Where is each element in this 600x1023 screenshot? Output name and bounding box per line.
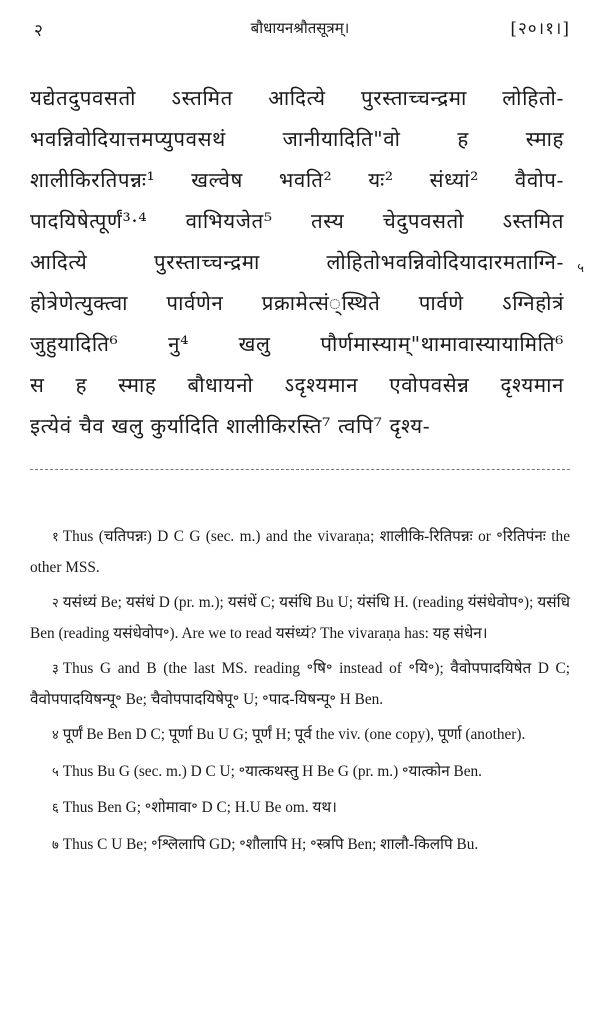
footnote [30, 793, 570, 824]
text-line: जुहुयादिति⁶ नु⁴ खलु पौर्णमास्याम्"थामावास्यायामिति⁶ [30, 332, 564, 356]
text-line: यद्येतदुपवसतो ऽस्तमित आदित्ये पुरस्ताच्चन्द्रमा लोहितो- [30, 86, 564, 110]
footnote [30, 720, 570, 751]
footnote-text: Thus G and B (the last MS. reading ॰षि॰ instead of ॰यि॰); वैवोपपादयिषेत D C; वैवोपपादयिषन्पू॰ Be; चैवोपपादयिषेपू॰ U; ॰पाद-यिषन्पू॰ H Ben. [30, 660, 570, 708]
text-line: होत्रेणेत्युक्त्वा पार्वणेन प्रक्रामेत्सं्स्थिते पार्वणे ऽग्निहोत्रं [30, 291, 564, 315]
footnote-separator [30, 469, 570, 470]
footnote-number: ६ [52, 801, 59, 816]
footnote [30, 830, 570, 861]
footnote-number: ५ [52, 764, 59, 780]
footnote-number: १ [52, 530, 59, 545]
text-line: शालीकिरतिपन्नः¹ खल्वेष भवति² यः² संध्यां² वैवोप- [30, 168, 564, 192]
text-line: आदित्ये पुरस्ताच्चन्द्रमा लोहितोभवन्निवोदियादारमताग्नि- [30, 250, 564, 274]
footnote-text: Thus (चतिपन्नः) D C G (sec. m.) and the vivaraṇa; शालीकि-रितिपन्नः or ॰रितिपंनः the other MSS. [30, 528, 570, 576]
footnote-number: ३ [52, 662, 59, 677]
sanskrit-text-block [30, 78, 584, 447]
footnote-text: Thus C U Be; ॰श्लिलापि GD; ॰शौलापि H; ॰स्त्रपि Ben; शालौ-किलपि Bu. [62, 835, 479, 853]
running-title: बौधायनश्रौतसूत्रम्। [250, 19, 350, 37]
footnote-text: पूर्णं Be Ben D C; पूर्णा Bu U G; पूर्णं H; पूर्व the viv. (one copy), पूर्णा (another). [62, 726, 526, 743]
text-line: पादयिषेत्पूर्णं³·⁴ वाभियजेत⁵ तस्य चेदुपवसतो ऽस्तमित [30, 209, 564, 233]
footnote [30, 522, 570, 582]
footnote [30, 588, 570, 648]
margin-section-mark: ५ [577, 261, 584, 276]
running-head [30, 14, 570, 54]
footnote [30, 757, 570, 788]
section-reference: [२०।१।] [510, 19, 570, 39]
footnote-text: Thus Ben G; ॰शोमावा॰ D C; H.U Be om. यथ। [62, 799, 337, 816]
footnote-text: यसंध्यं Be; यसंधं D (pr. m.); यसंधें C; यसंधि Bu U; यंसंधि H. (reading यंसंधेवोप॰); यसंधि Ben (reading यसंधेवोप॰). Are we to read यसंध्यं? The vivaraṇa has: यह संधेन। [30, 594, 570, 642]
footnote-text: Thus Bu G (sec. m.) D C U; ॰यात्कथस्तु H Be G (pr. m.) ॰यात्कोन Ben. [62, 762, 482, 780]
text-line: भवन्निवोदियात्तमप्युपवसथं जानीयादिति"वो ह स्माह [30, 127, 564, 151]
text-line: स ह स्माह बौधायनो ऽदृश्यमान एवोपवसेन्न दृश्यमान [30, 373, 564, 397]
footnote [30, 654, 570, 714]
footnotes [30, 522, 570, 860]
footnote-number: ७ [52, 837, 59, 853]
footnote-number: २ [52, 596, 59, 611]
text-line: इत्येवं चैव खलु कुर्यादिति शालीकिरस्ति⁷ त्वपि⁷ दृश्य- [30, 414, 431, 438]
footnote-number: ४ [52, 728, 59, 743]
page-number: २ [34, 21, 43, 41]
